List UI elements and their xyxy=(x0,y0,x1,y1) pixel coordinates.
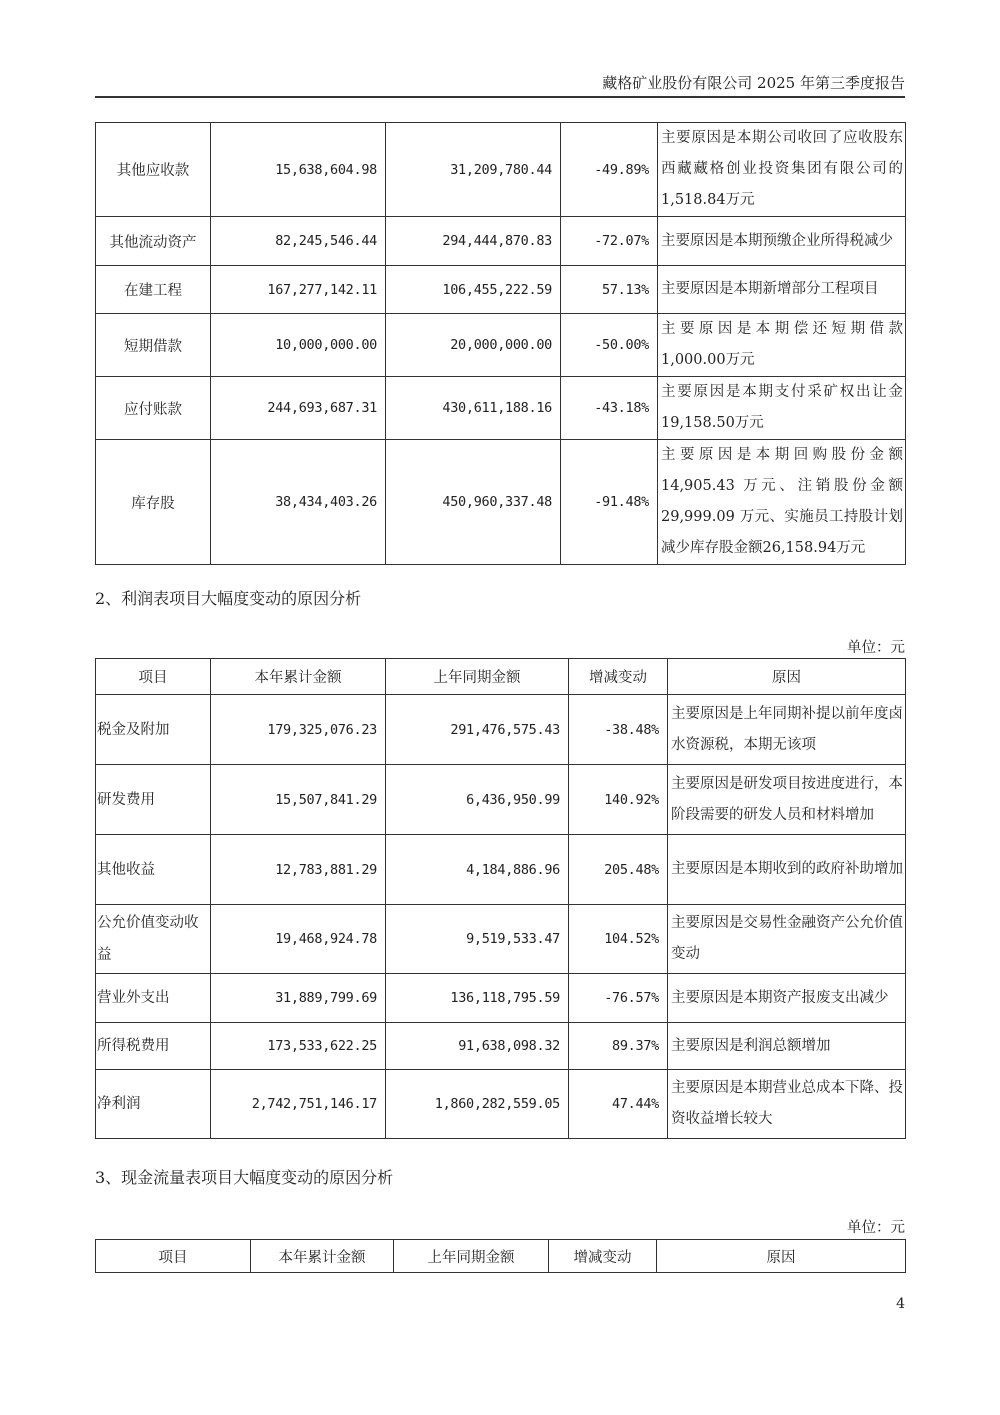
change-percent: 89.37% xyxy=(569,1023,668,1070)
current-amount: 2,742,751,146.17 xyxy=(211,1070,386,1139)
column-header: 原因 xyxy=(668,659,906,695)
previous-amount: 91,638,098.32 xyxy=(386,1023,569,1070)
column-header: 项目 xyxy=(96,1240,251,1273)
column-header: 项目 xyxy=(96,659,211,695)
current-amount: 167,277,142.11 xyxy=(211,266,386,314)
change-reason: 主要原因是本期支付采矿权出让金19,158.50万元 xyxy=(658,377,906,440)
column-header: 上年同期金额 xyxy=(386,659,569,695)
table-row xyxy=(96,695,906,765)
item-name: 营业外支出 xyxy=(96,974,211,1023)
table-row xyxy=(96,217,906,266)
item-name: 公允价值变动收益 xyxy=(96,905,211,974)
change-reason: 主要原因是本期收到的政府补助增加 xyxy=(668,835,906,905)
page-number: 4 xyxy=(896,1296,905,1312)
previous-amount: 291,476,575.43 xyxy=(386,695,569,765)
change-reason: 主要原因是本期公司收回了应收股东西藏藏格创业投资集团有限公司的1,518.84万元 xyxy=(658,123,906,217)
section-3-title: 3、现金流量表项目大幅度变动的原因分析 xyxy=(95,1168,394,1187)
previous-amount: 6,436,950.99 xyxy=(386,765,569,835)
change-percent: -43.18% xyxy=(561,377,658,440)
table-row xyxy=(96,1023,906,1070)
previous-amount: 31,209,780.44 xyxy=(386,123,561,217)
current-amount: 12,783,881.29 xyxy=(211,835,386,905)
section-3-unit: 单位：元 xyxy=(847,1220,905,1236)
income-statement-changes-table xyxy=(95,658,906,1139)
change-percent: 140.92% xyxy=(569,765,668,835)
section-2-unit: 单位：元 xyxy=(847,640,905,656)
previous-amount: 106,455,222.59 xyxy=(386,266,561,314)
change-percent: -91.48% xyxy=(561,440,658,565)
change-reason: 主要原因是本期资产报废支出减少 xyxy=(668,974,906,1023)
column-header: 增减变动 xyxy=(569,659,668,695)
current-amount: 15,507,841.29 xyxy=(211,765,386,835)
section-2-title: 2、利润表项目大幅度变动的原因分析 xyxy=(95,589,362,608)
current-amount: 82,245,546.44 xyxy=(211,217,386,266)
previous-amount: 9,519,533.47 xyxy=(386,905,569,974)
change-percent: 47.44% xyxy=(569,1070,668,1139)
table-row xyxy=(96,765,906,835)
current-amount: 15,638,604.98 xyxy=(211,123,386,217)
item-name: 短期借款 xyxy=(96,314,211,377)
change-percent: -49.89% xyxy=(561,123,658,217)
column-header: 本年累计金额 xyxy=(251,1240,394,1273)
change-percent: 57.13% xyxy=(561,266,658,314)
column-header: 原因 xyxy=(657,1240,906,1273)
table-row xyxy=(96,905,906,974)
change-percent: -50.00% xyxy=(561,314,658,377)
change-percent: -38.48% xyxy=(569,695,668,765)
table-row xyxy=(96,1070,906,1139)
change-percent: -76.57% xyxy=(569,974,668,1023)
change-reason: 主要原因是本期偿还短期借款1,000.00万元 xyxy=(658,314,906,377)
current-amount: 173,533,622.25 xyxy=(211,1023,386,1070)
change-reason: 主要原因是利润总额增加 xyxy=(668,1023,906,1070)
table-row xyxy=(96,974,906,1023)
table-row xyxy=(96,266,906,314)
previous-amount: 136,118,795.59 xyxy=(386,974,569,1023)
table-header-row xyxy=(96,659,906,695)
previous-amount: 430,611,188.16 xyxy=(386,377,561,440)
item-name: 其他收益 xyxy=(96,835,211,905)
previous-amount: 1,860,282,559.05 xyxy=(386,1070,569,1139)
current-amount: 19,468,924.78 xyxy=(211,905,386,974)
item-name: 净利润 xyxy=(96,1070,211,1139)
column-header: 本年累计金额 xyxy=(211,659,386,695)
item-name: 其他流动资产 xyxy=(96,217,211,266)
current-amount: 10,000,000.00 xyxy=(211,314,386,377)
item-name: 其他应收款 xyxy=(96,123,211,217)
column-header: 增减变动 xyxy=(549,1240,657,1273)
change-reason: 主要原因是交易性金融资产公允价值变动 xyxy=(668,905,906,974)
item-name: 在建工程 xyxy=(96,266,211,314)
current-amount: 31,889,799.69 xyxy=(211,974,386,1023)
table-row xyxy=(96,440,906,565)
previous-amount: 294,444,870.83 xyxy=(386,217,561,266)
change-reason: 主要原因是研发项目按进度进行，本阶段需要的研发人员和材料增加 xyxy=(668,765,906,835)
item-name: 库存股 xyxy=(96,440,211,565)
change-reason: 主要原因是本期新增部分工程项目 xyxy=(658,266,906,314)
report-header-title: 藏格矿业股份有限公司 2025 年第三季度报告 xyxy=(602,74,905,92)
column-header: 上年同期金额 xyxy=(394,1240,549,1273)
current-amount: 244,693,687.31 xyxy=(211,377,386,440)
change-percent: 205.48% xyxy=(569,835,668,905)
item-name: 研发费用 xyxy=(96,765,211,835)
previous-amount: 20,000,000.00 xyxy=(386,314,561,377)
current-amount: 179,325,076.23 xyxy=(211,695,386,765)
table-row xyxy=(96,835,906,905)
table-row xyxy=(96,377,906,440)
header-divider xyxy=(95,96,905,98)
item-name: 税金及附加 xyxy=(96,695,211,765)
previous-amount: 4,184,886.96 xyxy=(386,835,569,905)
change-reason: 主要原因是上年同期补提以前年度卤水资源税，本期无该项 xyxy=(668,695,906,765)
change-percent: -72.07% xyxy=(561,217,658,266)
change-reason: 主要原因是本期回购股份金额14,905.43 万元、注销股份金额29,999.09 万元、实施员工持股计划减少库存股金额26,158.94万元 xyxy=(658,440,906,565)
cash-flow-changes-table xyxy=(95,1239,906,1273)
table-header-row xyxy=(96,1240,906,1273)
balance-sheet-changes-table xyxy=(95,122,906,565)
previous-amount: 450,960,337.48 xyxy=(386,440,561,565)
change-reason: 主要原因是本期营业总成本下降、投资收益增长较大 xyxy=(668,1070,906,1139)
change-percent: 104.52% xyxy=(569,905,668,974)
table-row xyxy=(96,314,906,377)
table-row xyxy=(96,123,906,217)
current-amount: 38,434,403.26 xyxy=(211,440,386,565)
change-reason: 主要原因是本期预缴企业所得税减少 xyxy=(658,217,906,266)
item-name: 所得税费用 xyxy=(96,1023,211,1070)
item-name: 应付账款 xyxy=(96,377,211,440)
